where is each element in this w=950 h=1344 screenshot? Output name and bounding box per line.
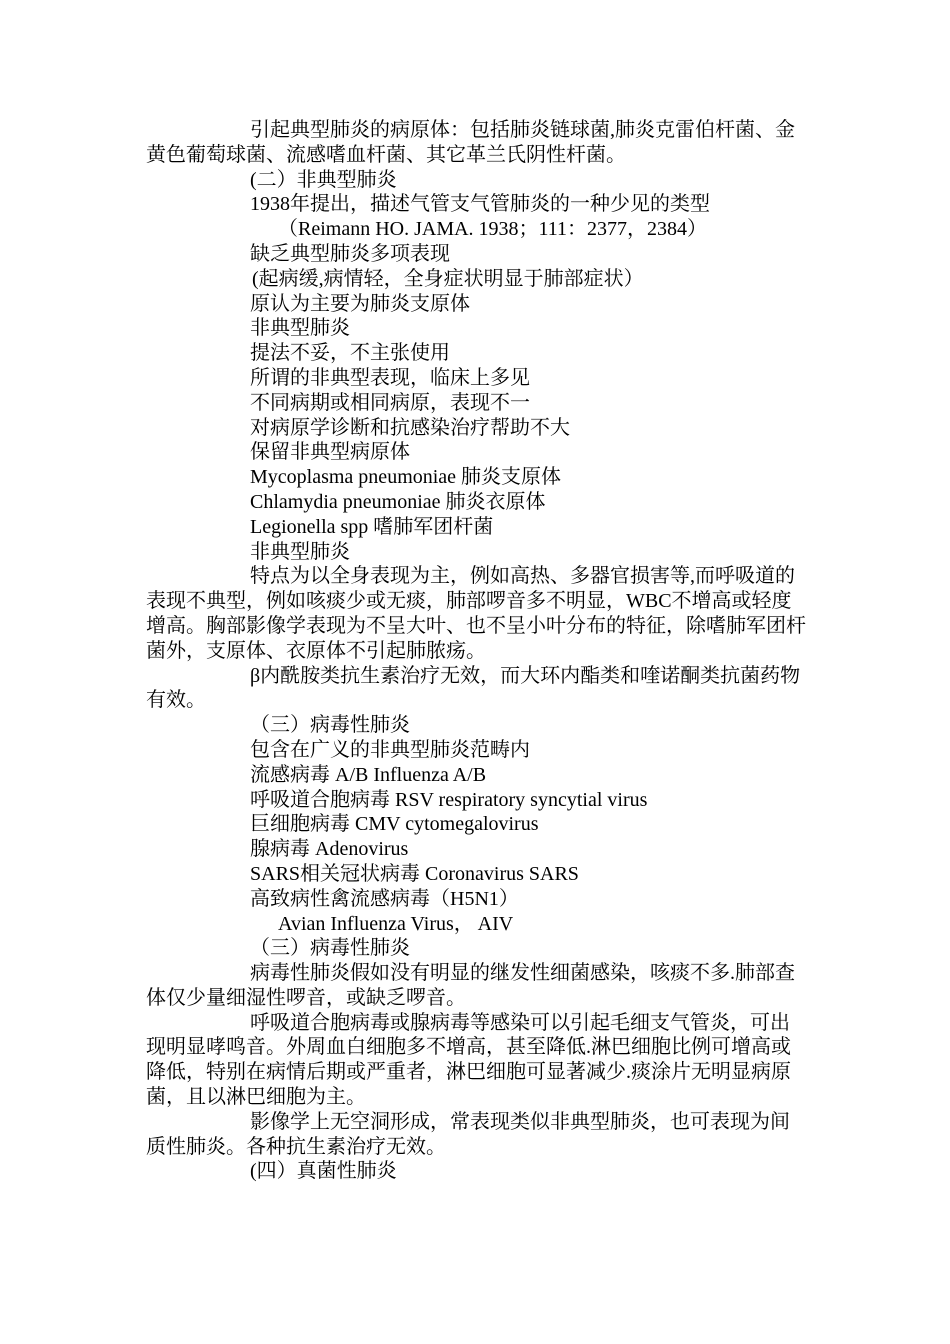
text-line: 非典型肺炎 xyxy=(250,317,350,340)
text-line: 保留非典型病原体 xyxy=(250,441,410,464)
virus-item: 巨细胞病毒 CMV cytomegalovirus xyxy=(250,813,539,836)
paragraph-atypical-features: 特点为以全身表现为主，例如高热、多器官损害等,而呼吸道的表现不典型，例如咳痰少或无痰，肺部啰音多不明显，WBC不增高或轻度增高。胸部影像学表现为不呈大叶、也不呈小叶分布的特征，除嗜肺军团杆菌外，支原体、衣原体不引起肺脓疡。 xyxy=(146,565,806,662)
text-line: 非典型肺炎 xyxy=(250,540,350,563)
text-line: 对病原学诊断和抗感染治疗帮助不大 xyxy=(250,416,570,439)
text-line: 所谓的非典型表现，临床上多见 xyxy=(250,366,530,389)
text-line: 提法不妥，不主张使用 xyxy=(250,342,450,365)
paragraph-viral-signs: 病毒性肺炎假如没有明显的继发性细菌感染，咳痰不多.肺部查体仅少量细湿性啰音，或缺乏啰音。 xyxy=(146,962,795,1009)
text-line: 原认为主要为肺炎支原体 xyxy=(250,292,470,315)
paragraph-antibiotics: β内酰胺类抗生素治疗无效，而大环内酯类和喹诺酮类抗菌药物有效。 xyxy=(146,664,801,712)
text-line: Chlamydia pneumoniae 肺炎衣原体 xyxy=(250,490,546,513)
virus-item: 高致病性禽流感病毒（H5N1） xyxy=(250,887,519,910)
citation-line: （Reimann HO. JAMA. 1938；111：2377，2384） xyxy=(278,218,708,241)
virus-item: 呼吸道合胞病毒 RSV respiratory syncytial virus xyxy=(250,788,648,811)
paragraph-rsv-adenovirus: 呼吸道合胞病毒或腺病毒等感染可以引起毛细支气管炎，可出现明显哮鸣音。外周血白细胞多不增高，甚至降低.淋巴细胞比例可增高或降低，特别在病情后期或严重者，淋巴细胞可显著减少.痰涂片无明显病原菌，且以淋巴细胞为主。 xyxy=(146,1011,791,1109)
text-line: 不同病期或相同病原，表现不一 xyxy=(250,391,530,414)
document-page xyxy=(146,118,808,1184)
text-line: 1938年提出，描述气管支气管肺炎的一种少见的类型 xyxy=(250,193,710,216)
text-line: Legionella spp 嗜肺军团杆菌 xyxy=(250,515,494,538)
heading-viral-pneumonia: （三）病毒性肺炎 xyxy=(250,937,410,960)
virus-item: Avian Influenza Virus， AIV xyxy=(278,912,514,935)
paragraph-typical-pathogens: 引起典型肺炎的病原体：包括肺炎链球菌,肺炎克雷伯杆菌、金黄色葡萄球菌、流感嗜血杆菌、其它革兰氏阴性杆菌。 xyxy=(146,119,795,166)
heading-viral-pneumonia: （三）病毒性肺炎 xyxy=(250,714,410,737)
heading-fungal-pneumonia: (四）真菌性肺炎 xyxy=(250,1160,397,1183)
text-line: 包含在广义的非典型肺炎范畴内 xyxy=(250,738,530,761)
text-line: (起病缓,病情轻，全身症状明显于肺部症状） xyxy=(252,267,644,290)
heading-atypical-pneumonia: (二）非典型肺炎 xyxy=(250,168,397,191)
text-line: Mycoplasma pneumoniae 肺炎支原体 xyxy=(250,466,562,489)
paragraph-imaging: 影像学上无空洞形成，常表现类似非典型肺炎，也可表现为间质性肺炎。各种抗生素治疗无效。 xyxy=(146,1110,790,1158)
virus-item: 腺病毒 Adenovirus xyxy=(250,838,409,861)
virus-item: 流感病毒 A/B Influenza A/B xyxy=(250,763,487,786)
virus-item: SARS相关冠状病毒 Coronavirus SARS xyxy=(250,862,579,885)
text-line: 缺乏典型肺炎多项表现 xyxy=(250,242,450,265)
